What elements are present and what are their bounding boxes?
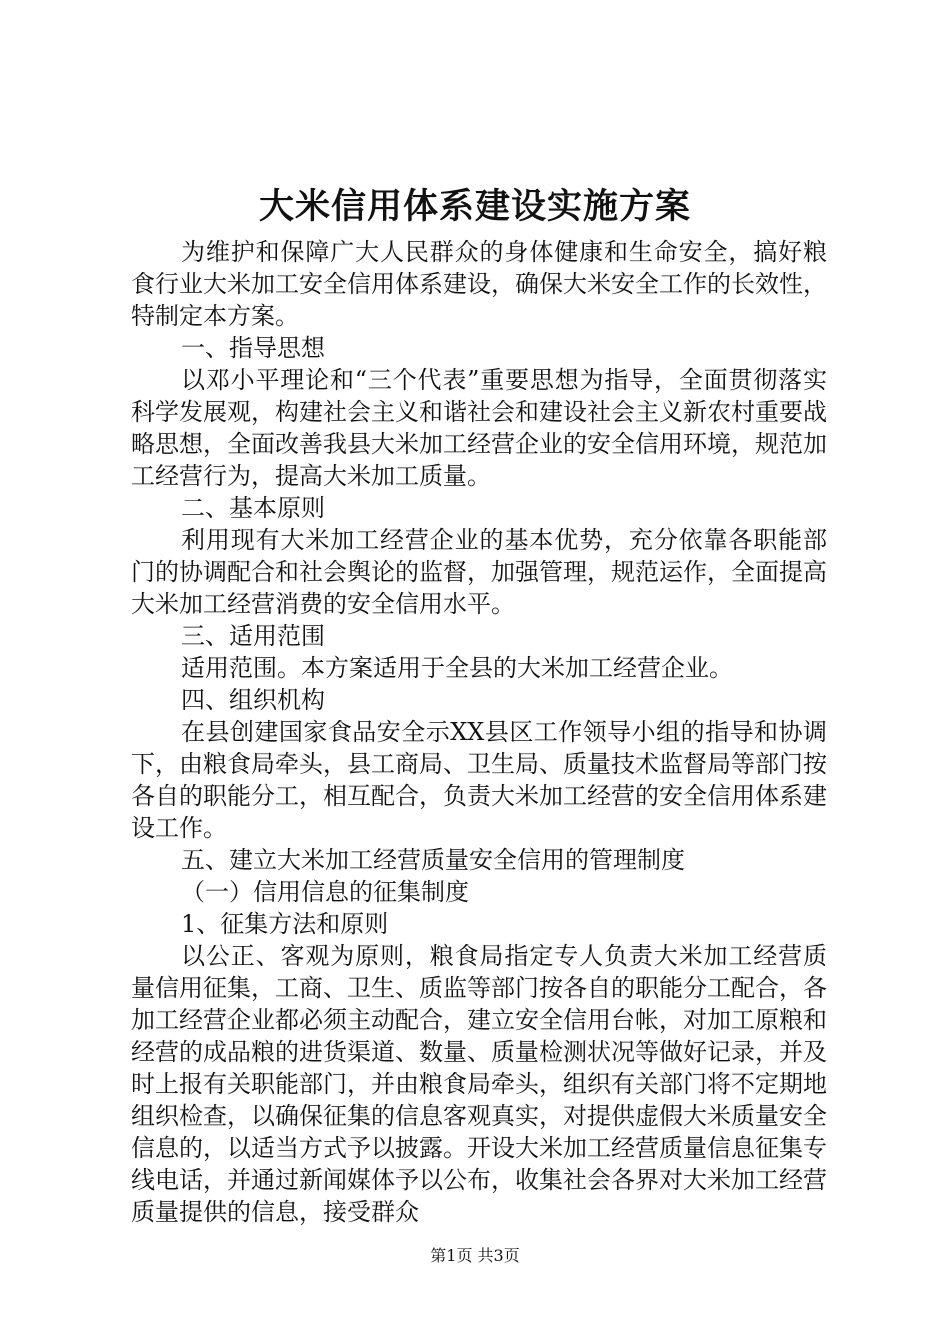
organization-paragraph: 在县创建国家食品安全示XX县区工作领导小组的指导和协调下，由粮食局牵头，县工商局、卫生局、质量技术监督局等部门按各自的职能分工，相互配合，负责大米加工经营的安全信用体系建设工作。 (131, 718, 827, 842)
subsection-heading-info-collection: （一）信用信息的征集制度 (181, 878, 469, 906)
item-heading-collection-methods: 1、征集方法和原则 (181, 910, 389, 938)
document-body (131, 236, 827, 1228)
section-heading-management-system: 五、建立大米加工经营质量安全信用的管理制度 (181, 846, 685, 874)
section-heading-basic-principles: 二、基本原则 (181, 494, 325, 522)
section-heading-organization: 四、组织机构 (181, 686, 325, 714)
section-heading-scope: 三、适用范围 (181, 622, 325, 650)
intro-paragraph: 为维护和保障广大人民群众的身体健康和生命安全，搞好粮食行业大米加工安全信用体系建设，确保大米安全工作的长效性，特制定本方案。 (131, 238, 827, 330)
guiding-ideology-paragraph: 以邓小平理论和“三个代表”重要思想为指导，全面贯彻落实科学发展观，构建社会主义和谐社会和建设社会主义新农村重要战略思想，全面改善我县大米加工经营企业的安全信用环境，规范加工经营行为，提高大米加工质量。 (131, 366, 827, 490)
basic-principles-paragraph: 利用现有大米加工经营企业的基本优势，充分依靠各职能部门的协调配合和社会舆论的监督，加强管理，规范运作，全面提高大米加工经营消费的安全信用水平。 (131, 526, 827, 618)
document-title: 大米信用体系建设实施方案 (258, 186, 691, 227)
page-number-footer: 第1页 共3页 (430, 1246, 520, 1265)
scope-paragraph: 适用范围。本方案适用于全县的大米加工经营企业。 (181, 654, 733, 682)
section-heading-guiding-ideology: 一、指导思想 (181, 334, 325, 362)
collection-methods-paragraph: 以公正、客观为原则，粮食局指定专人负责大米加工经营质量信用征集，工商、卫生、质监等部门按各自的职能分工配合，各加工经营企业都必须主动配合，建立安全信用台帐，对加工原粮和经营的成品粮的进货渠道、数量、质量检测状况等做好记录，并及时上报有关职能部门，并由粮食局牵头，组织有关部门将不定期地组织检查，以确保征集的信息客观真实，对提供虚假大米质量安全信息的，以适当方式予以披露。开设大米加工经营质量信息征集专线电话，并通过新闻媒体予以公布，收集社会各界对大米加工经营质量提供的信息，接受群众 (131, 942, 827, 1226)
